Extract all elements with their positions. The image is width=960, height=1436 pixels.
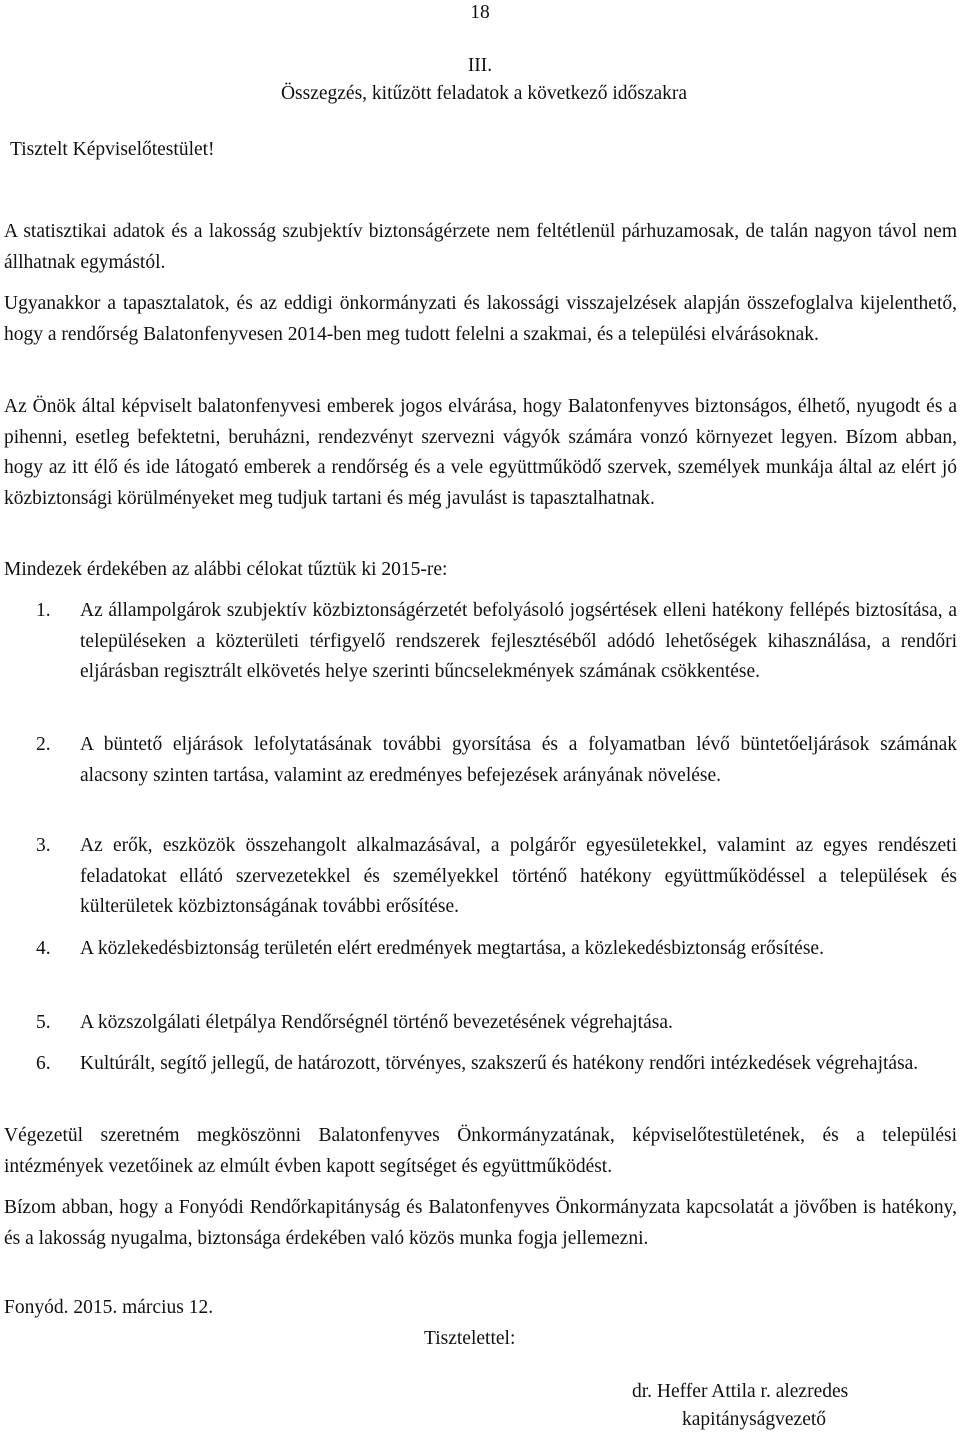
regards: Tisztelettel: (424, 1328, 516, 1349)
goal-number: 4. (36, 938, 51, 959)
goal-number: 6. (36, 1053, 51, 1074)
goal-text: Az erők, eszközök összehangolt alkalmazásával, a polgárőr egyesületekkel, valamint az egyes rendészeti feladatokat ellátó szervezetekkel és személyekkel történő hatékony együttműködéssel a települések és külterületek közbiztonságának további erősítése. (80, 835, 957, 917)
signer-title: kapitányságvezető (682, 1409, 827, 1430)
paragraph-thanks: Végezetül szeretném megköszönni Balatonfenyves Önkormányzatának, képviselőtestületének, és a települési intézmények vezetőinek az elmúlt évben kapott segítséget és együttműködést. (4, 1125, 957, 1177)
paragraph-goals-intro: Mindezek érdekében az alábbi célokat tűztük ki 2015-re: (4, 559, 448, 580)
goal-text: Az állampolgárok szubjektív közbiztonságérzetét befolyásoló jogsértések elleni hatékony fellépés biztosítása, a településeken a közterületi térfigyelő rendszerek fejlesztéséből adódó lehetőségek kihasználása, a rendőri eljárásban regisztrált elkövetés helye szerinti bűncselekmények számának csökkentése. (80, 600, 957, 682)
goal-text: Kultúrált, segítő jellegű, de határozott, törvényes, szakszerű és hatékony rendőri intézkedések végrehajtása. (80, 1053, 919, 1074)
goal-number: 5. (36, 1012, 51, 1033)
goal-number: 1. (36, 600, 51, 621)
goal-number: 2. (36, 734, 51, 755)
paragraph-expectations: Az Önök által képviselt balatonfenyvesi emberek jogos elvárása, hogy Balatonfenyves biztonságos, élhető, nyugodt és a pihenni, esetleg befektetni, beruházni, rendezvényt szervezni vágyók számára vonzó környezet legyen. Bízom abban, hogy az itt élő és ide látogató emberek a rendőrség és a vele együttműködő szervek, személyek munkája által az elért jó közbiztonsági körülményeket meg tudjuk tartani és még javulást is tapasztalhatnak. (4, 396, 957, 509)
section-number: III. (467, 55, 493, 76)
page-number: 18 (470, 2, 490, 23)
goal-text: A közlekedésbiztonság területén elért eredmények megtartása, a közlekedésbiztonság erősítése. (80, 938, 824, 959)
goal-text: A büntető eljárások lefolytatásának további gyorsítása és a folyamatban lévő büntetőeljárások számának alacsony szinten tartása, valamint az eredményes befejezések arányának növelése. (80, 734, 957, 786)
date-place: Fonyód. 2015. március 12. (4, 1297, 214, 1318)
goal-number: 3. (36, 835, 51, 856)
paragraph-statistics: A statisztikai adatok és a lakosság szubjektív biztonságérzete nem feltétlenül párhuzamosak, de talán nagyon távol nem állhatnak egymástól. (4, 221, 957, 273)
section-title: Összegzés, kitűzött feladatok a következő időszakra (280, 83, 688, 104)
paragraph-experience: Ugyanakkor a tapasztalatok, és az eddigi önkormányzati és lakossági visszajelzések alapján összefoglalva kijelenthető, hogy a rendőrség Balatonfenyvesen 2014-ben meg tudott felelni a szakmai, és a települési elvárásoknak. (4, 293, 957, 345)
goal-text: A közszolgálati életpálya Rendőrségnél történő bevezetésének végrehajtása. (80, 1012, 673, 1033)
salutation: Tisztelt Képviselőtestület! (10, 139, 215, 160)
signer-name: dr. Heffer Attila r. alezredes (632, 1381, 849, 1402)
paragraph-cooperation: Bízom abban, hogy a Fonyódi Rendőrkapitányság és Balatonfenyves Önkormányzata kapcsolatát a jövőben is hatékony, és a lakosság nyugalma, biztonsága érdekében való közös munka fogja jellemezni. (4, 1197, 957, 1249)
